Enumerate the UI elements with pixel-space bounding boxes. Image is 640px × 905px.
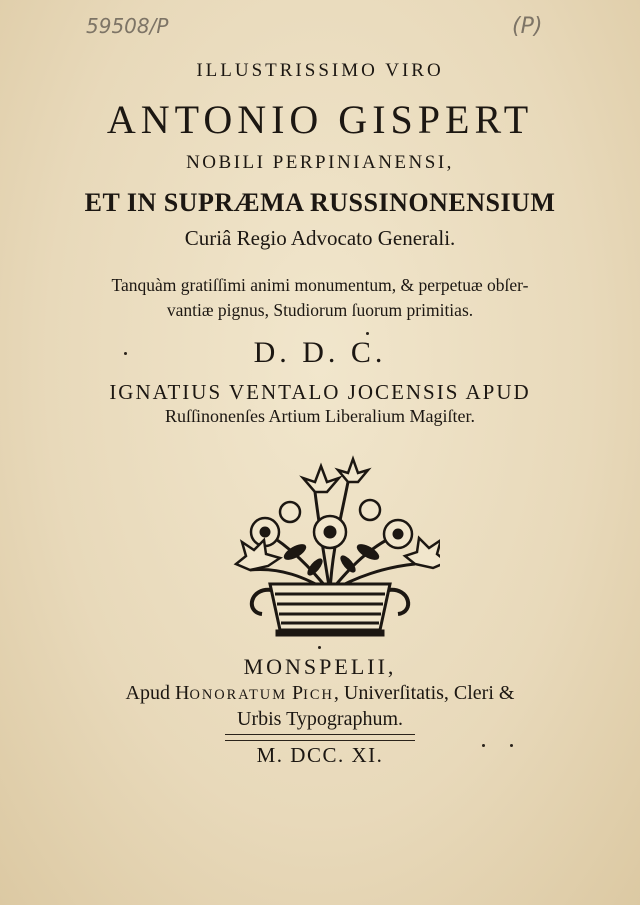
- shelfmark-annotation: 59508/P: [86, 14, 169, 38]
- author-title-line: Ruſſinonenſes Artium Liberalium Magiſter.: [165, 406, 475, 426]
- ink-dot: [482, 744, 485, 747]
- ink-dot: [366, 332, 369, 335]
- imprint-place: MONSPELII,: [243, 654, 397, 679]
- imprint-printer: [0, 682, 640, 705]
- dedication-line-5: Curiâ Regio Advocato Generali.: [184, 226, 456, 250]
- dedication-line-7: vantiæ pignus, Studiorum ſuorum primitias.: [166, 300, 474, 320]
- ink-dot: [124, 352, 127, 355]
- printer-suffix: , Univerſitatis, Cleri &: [333, 682, 515, 704]
- ddc-line: D. D. C.: [253, 336, 387, 369]
- dedication-line-1: ILLUSTRISSIMO VIRO: [196, 60, 444, 81]
- imprint-year: M. DCC. XI.: [256, 743, 384, 767]
- ink-dot: [510, 744, 513, 747]
- imprint-line-3: Urbis Typographum.: [237, 708, 403, 730]
- author-line: IGNATIUS VENTALO JOCENSIS APUD: [109, 380, 531, 404]
- double-rule: [225, 734, 415, 741]
- printer-prefix: Apud H: [125, 682, 190, 704]
- corner-annotation: (P): [512, 14, 543, 39]
- dedication-line-3: NOBILI PERPINIANENSI,: [186, 152, 454, 173]
- printer-surname-smallcaps: ICH: [303, 687, 334, 703]
- dedication-line-4: ET IN SUPRÆMA RUSSINONENSIUM: [84, 188, 556, 217]
- dedicatee-name: ANTONIO GISPERT: [106, 97, 534, 142]
- dedication-line-6: Tanquàm gratiſſimi animi monumentum, & perpetuæ obſer-: [111, 275, 529, 295]
- ink-dot: [318, 646, 321, 649]
- printer-name-smallcaps: ONORATUM: [189, 687, 287, 703]
- printer-mid: P: [287, 682, 304, 704]
- flower-basket-ornament: [220, 452, 440, 642]
